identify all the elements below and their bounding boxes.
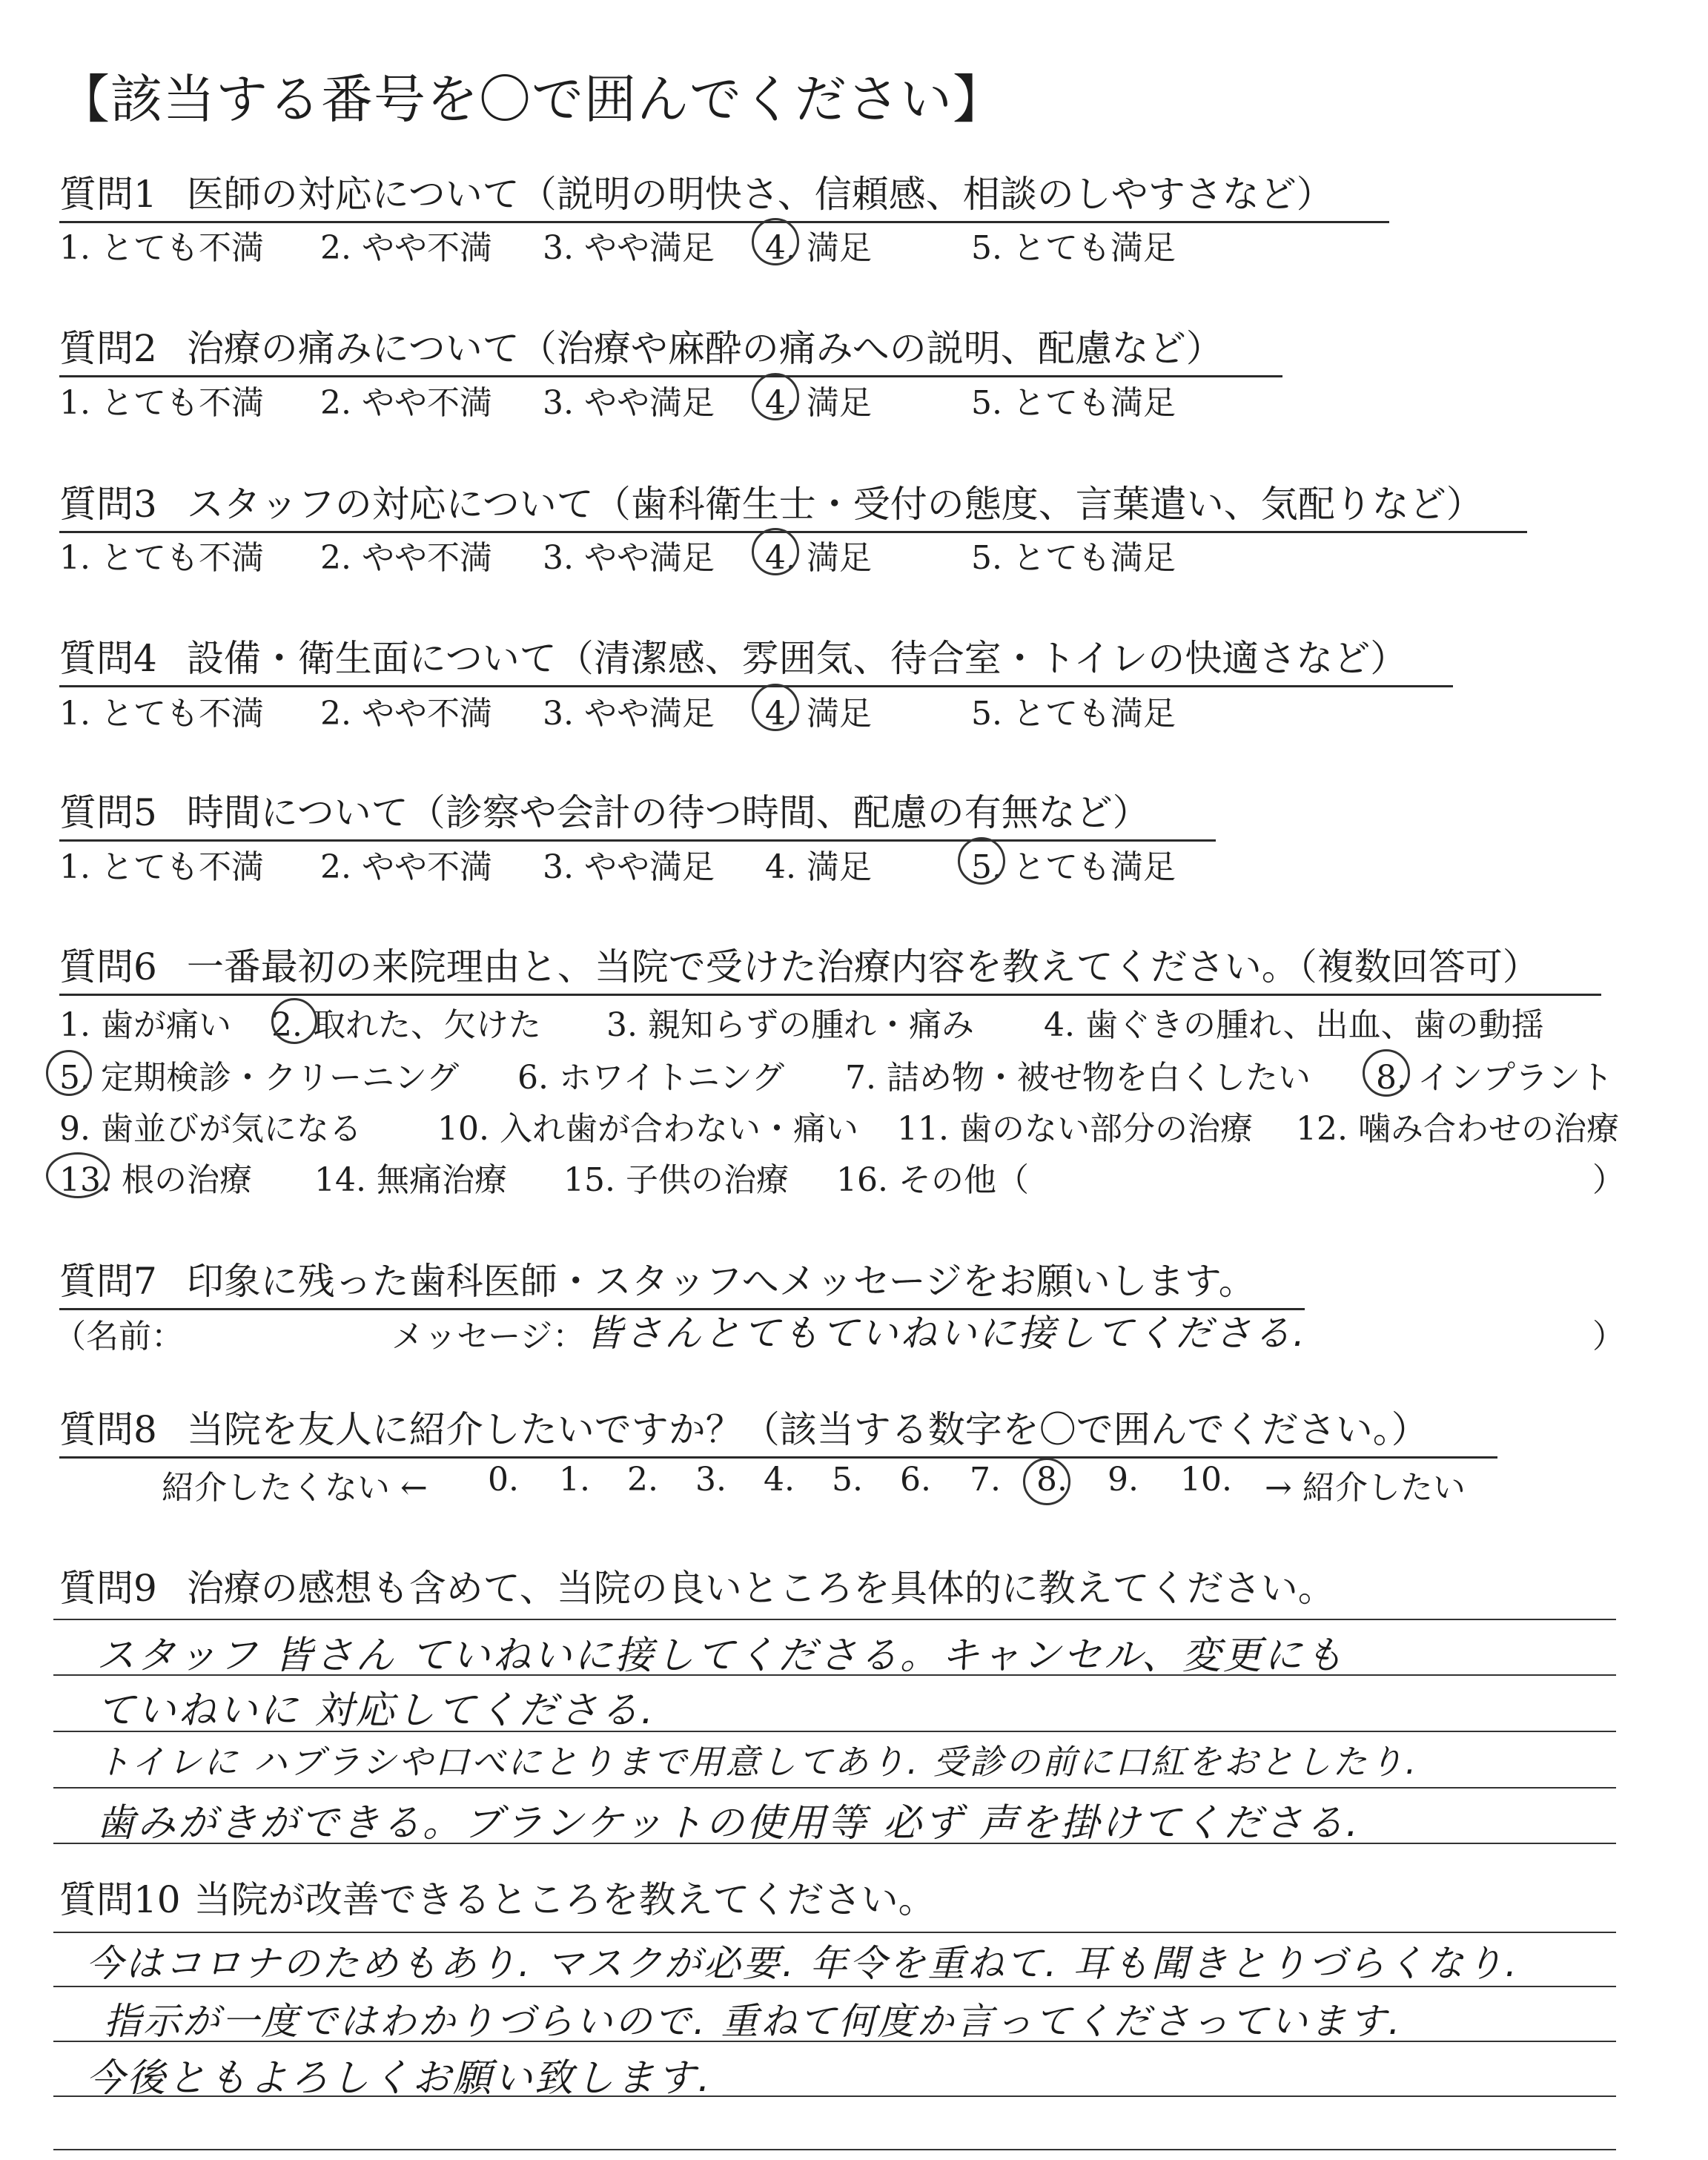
- scale-10: 10.: [1180, 1461, 1232, 1499]
- option-1: 1. とても不満: [59, 848, 264, 886]
- question-8-number: 質問8: [59, 1408, 157, 1451]
- question-6-number: 質問6: [59, 945, 157, 988]
- option-3: 3. やや満足: [543, 539, 715, 577]
- question-8-scale-row: [0, 1461, 1708, 1513]
- question-5-number: 質問5: [59, 791, 157, 834]
- name-label: （名前：: [53, 1318, 184, 1355]
- option-5: 5. 定期検診・クリーニング: [59, 1059, 460, 1097]
- selection-circle: [958, 837, 1005, 885]
- question-3-number: 質問3: [59, 483, 157, 526]
- question-9-heading: [59, 1559, 1335, 1615]
- q10-answer-line: 今後ともよろしくお願い致します.: [86, 2056, 712, 2101]
- scale-8: 8.: [1036, 1461, 1068, 1499]
- question-3-text: スタッフの対応について（歯科衛生士・受付の態度、言葉遣い、気配りなど）: [186, 483, 1483, 526]
- option-3: 3. やや満足: [543, 384, 715, 422]
- answer-rule: [53, 1619, 1616, 1620]
- question-2-heading: [59, 319, 1282, 377]
- question-10-heading: [59, 1870, 936, 1926]
- q10-answer-line: 今はコロナのためもあり. マスクが必要. 年令を重ねて. 耳も聞きとりづらくなり.: [86, 1942, 1520, 1985]
- option-1: 1. とても不満: [59, 384, 264, 422]
- message-label: メッセージ：: [391, 1318, 586, 1355]
- answer-rule: [53, 2149, 1616, 2150]
- option-4: 4. 満足: [765, 539, 872, 577]
- page-title: 【該当する番号を〇で囲んでください】: [58, 69, 1005, 130]
- option-5: 5. とても満足: [971, 539, 1176, 577]
- selection-circle: [46, 1050, 92, 1096]
- option-12: 12. 噛み合わせの治療: [1296, 1110, 1619, 1148]
- option-16: 16. その他（: [836, 1161, 1029, 1199]
- scale-3: 3.: [695, 1461, 726, 1499]
- q9-answer-line: トイレに ハブラシや口べにとりまで用意してあり. 受診の前に口紅をおとしたり.: [96, 1742, 1419, 1782]
- question-10-number: 質問10: [59, 1878, 181, 1921]
- question-7-answer-row: [0, 1309, 1708, 1361]
- question-4-heading: [59, 629, 1453, 687]
- option-4: 4. 満足: [765, 384, 872, 422]
- selection-circle: [271, 998, 317, 1044]
- question-3-heading: [59, 475, 1527, 533]
- selection-circle: [752, 528, 799, 575]
- question-6-heading: [59, 937, 1601, 996]
- question-4-text: 設備・衛生面について（清潔感、雰囲気、待合室・トイレの快適さなど）: [186, 637, 1408, 680]
- scale-0: 0.: [488, 1461, 519, 1499]
- option-2: 2. やや不満: [320, 384, 492, 422]
- message-handwritten: 皆さんとてもていねいに接してくださる.: [586, 1312, 1307, 1355]
- option-3: 3. やや満足: [543, 229, 715, 267]
- option-3: 3. やや満足: [543, 695, 715, 733]
- option-11: 11. 歯のない部分の治療: [897, 1110, 1253, 1148]
- option-15: 15. 子供の治療: [563, 1161, 789, 1199]
- recommend-label: → 紹介したい: [1265, 1469, 1466, 1507]
- question-9-text: 治療の感想も含めて、当院の良いところを具体的に教えてください。: [186, 1567, 1335, 1610]
- answer-rule: [53, 1787, 1616, 1789]
- option-4: 4. 満足: [765, 848, 872, 886]
- question-7-text: 印象に残った歯科医師・スタッフへメッセージをお願いします。: [186, 1260, 1256, 1303]
- selection-circle: [752, 373, 799, 420]
- option-1: 1. とても不満: [59, 695, 264, 733]
- selection-circle: [46, 1152, 110, 1198]
- scale-4: 4.: [764, 1461, 795, 1499]
- scale-7: 7.: [970, 1461, 1001, 1499]
- question-10-text: 当院が改善できるところを教えてください。: [193, 1878, 936, 1921]
- not-recommend-label: 紹介したくない ←: [162, 1469, 428, 1507]
- option-3: 3. やや満足: [543, 848, 715, 886]
- option-4: 4. 歯ぐきの腫れ、出血、歯の動揺: [1044, 1006, 1544, 1044]
- selection-circle: [1023, 1458, 1070, 1505]
- scale-5: 5.: [832, 1461, 863, 1499]
- option-16-close: ）: [1592, 1161, 1625, 1199]
- option-8: 8. インプラント: [1376, 1059, 1613, 1097]
- answer-rule: [53, 1932, 1616, 1933]
- option-2: 2. やや不満: [320, 539, 492, 577]
- option-5: 5. とても満足: [971, 384, 1176, 422]
- q9-answer-line: 歯みがきができる。ブランケットの使用等 必ず 声を掛けてくださる.: [96, 1801, 1360, 1846]
- question-6-text: 一番最初の来院理由と、当院で受けた治療内容を教えてください。（複数回答可）: [186, 945, 1540, 988]
- question-7-number: 質問7: [59, 1260, 157, 1303]
- option-1: 1. 歯が痛い: [59, 1006, 231, 1044]
- q9-answer-line: スタッフ 皆さん ていねいに接してくださる。キャンセル、変更にも: [96, 1634, 1345, 1678]
- question-4-number: 質問4: [59, 637, 157, 680]
- scale-1: 1.: [559, 1461, 590, 1499]
- question-8-heading: [59, 1400, 1497, 1459]
- option-2: 2. やや不満: [320, 695, 492, 733]
- question-8-text: 当院を友人に紹介したいですか？（該当する数字を〇で囲んでください。）: [186, 1408, 1429, 1451]
- scale-6: 6.: [900, 1461, 931, 1499]
- option-5: 5. とても満足: [971, 229, 1176, 267]
- option-1: 1. とても不満: [59, 539, 264, 577]
- selection-circle: [1363, 1049, 1410, 1097]
- option-2: 2. やや不満: [320, 229, 492, 267]
- question-2-text: 治療の痛みについて（治療や麻酔の痛みへの説明、配慮など）: [186, 327, 1223, 370]
- option-4: 4. 満足: [765, 229, 872, 267]
- option-13: 13. 根の治療: [59, 1161, 252, 1199]
- question-1-number: 質問1: [59, 173, 157, 216]
- q9-answer-line: ていねいに 対応してくださる.: [96, 1688, 656, 1733]
- option-7: 7. 詰め物・被せ物を白くしたい: [845, 1059, 1311, 1097]
- question-1-text: 医師の対応について（説明の明快さ、信頼感、相談のしやすさなど）: [186, 173, 1334, 216]
- message-close: ）: [1592, 1318, 1625, 1355]
- scale-9: 9.: [1108, 1461, 1139, 1499]
- option-9: 9. 歯並びが気になる: [59, 1110, 362, 1148]
- option-5: 5. とても満足: [971, 848, 1176, 886]
- option-2: 2. 取れた、欠けた: [271, 1006, 541, 1044]
- question-7-heading: [59, 1252, 1305, 1310]
- q10-answer-line: 指示が一度ではわかりづらいので. 重ねて何度か言ってくださっています.: [104, 2000, 1403, 2043]
- option-6: 6. ホワイトニング: [517, 1059, 785, 1097]
- option-14: 14. 無痛治療: [314, 1161, 507, 1199]
- question-2-number: 質問2: [59, 327, 157, 370]
- question-1-heading: [59, 165, 1389, 223]
- option-10: 10. 入れ歯が合わない・痛い: [437, 1110, 858, 1148]
- option-3: 3. 親知らずの腫れ・痛み: [606, 1006, 974, 1044]
- scale-2: 2.: [627, 1461, 658, 1499]
- selection-circle: [752, 218, 799, 265]
- option-2: 2. やや不満: [320, 848, 492, 886]
- question-9-number: 質問9: [59, 1567, 157, 1610]
- option-1: 1. とても不満: [59, 229, 264, 267]
- selection-circle: [752, 684, 799, 731]
- question-5-heading: [59, 783, 1216, 842]
- option-4: 4. 満足: [765, 695, 872, 733]
- option-5: 5. とても満足: [971, 695, 1176, 733]
- question-5-text: 時間について（診察や会計の待つ時間、配慮の有無など）: [186, 791, 1150, 834]
